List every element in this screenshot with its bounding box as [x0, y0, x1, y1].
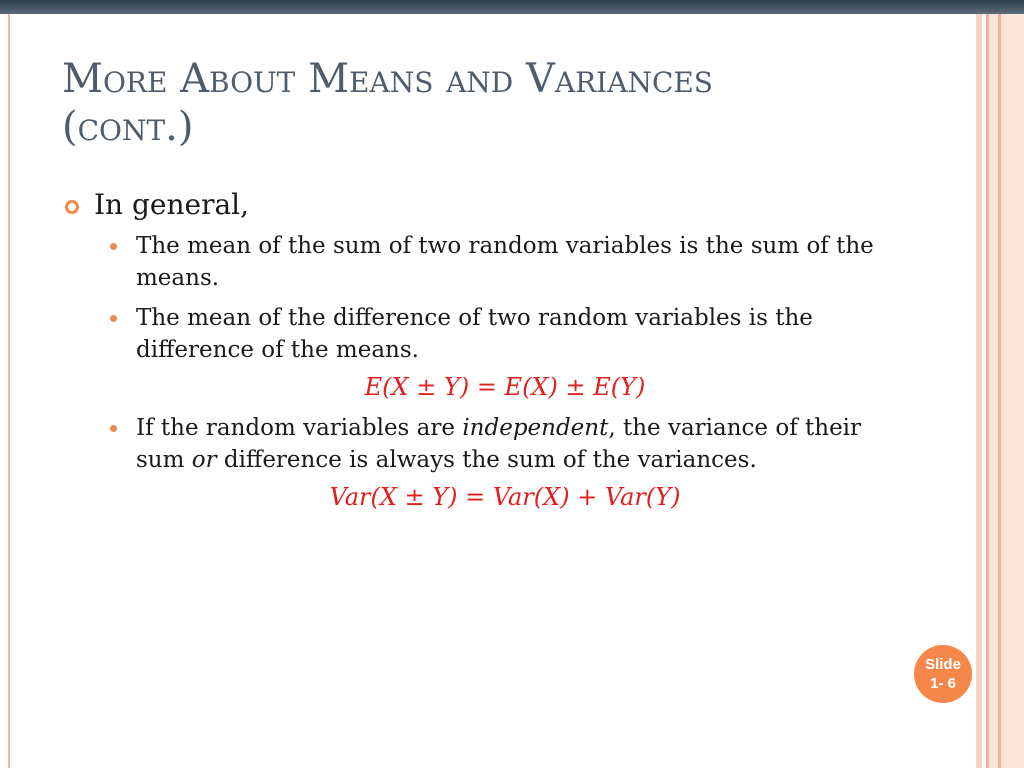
sub-bullet-3-part1: If the random variables are: [136, 415, 463, 441]
dot-bullet-icon: [110, 243, 117, 250]
slide-content: [60, 188, 890, 518]
formula-mean: E(X ± Y) = E(X) ± E(Y): [364, 373, 646, 401]
title-line-2: (cont.): [62, 104, 194, 150]
ring-bullet-icon: [65, 200, 79, 214]
sub-bullet-2: [60, 302, 890, 366]
left-rule: [8, 14, 10, 768]
sub-bullet-3-part3: difference is always the sum of the variances.: [216, 447, 757, 473]
emphasis-independent: independent: [462, 415, 609, 441]
dot-bullet-icon: [110, 315, 117, 322]
sub-bullet-1-text: The mean of the sum of two random variables is the sum of the means.: [136, 233, 874, 291]
sub-bullet-1: [60, 230, 890, 294]
formula-variance: Var(X ± Y) = Var(X) + Var(Y): [329, 483, 681, 511]
dot-bullet-icon: [110, 425, 117, 432]
sub-bullet-2-text: The mean of the difference of two random variables is the difference of the means.: [136, 305, 813, 363]
badge-line-1: Slide: [925, 656, 961, 673]
emphasis-or: or: [191, 447, 217, 473]
right-stripes: [976, 14, 1024, 768]
title-line-1: More About Means and Variances: [62, 56, 713, 102]
bullet-general: [60, 188, 890, 222]
top-bar: [0, 0, 1024, 14]
badge-line-2: 1- 6: [930, 675, 956, 692]
slide-number-badge: [914, 645, 972, 703]
sub-bullet-3-part2: , the variance of their sum: [136, 415, 862, 473]
bullet-general-text: In general,: [94, 188, 250, 221]
slide-title: [62, 55, 942, 151]
sub-bullet-3: [60, 412, 890, 476]
